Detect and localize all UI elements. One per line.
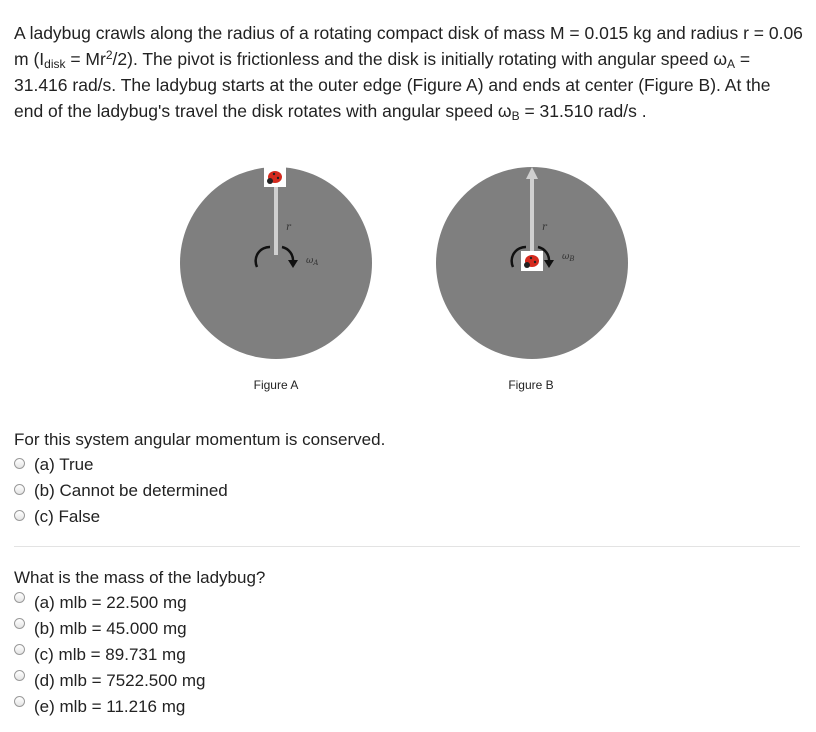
problem-text-2: = Mr xyxy=(65,49,106,69)
q1-option-b[interactable] xyxy=(14,478,385,504)
q2-option-a[interactable] xyxy=(14,590,265,616)
figure-b-diagram xyxy=(434,165,630,361)
subscript-a: A xyxy=(727,57,736,71)
q2-radio-c[interactable] xyxy=(14,644,25,655)
q1-option-c-label: (c) False xyxy=(34,507,101,526)
problem-text-4: = 31.416 rad/s. The ladybug starts at the outer edge (Figure A) and ends at center (Figure B). At the end of the ladybug's travel the disk rotates with angular speed ω xyxy=(14,49,771,121)
q2-option-c-label: (c) mlb = 89.731 mg xyxy=(34,645,186,664)
q2-option-a-label: (a) mlb = 22.500 mg xyxy=(34,593,187,612)
question-2 xyxy=(14,566,265,720)
q1-radio-b[interactable] xyxy=(14,484,25,495)
q2-option-d-label: (d) mlb = 7522.500 mg xyxy=(34,671,206,690)
q2-option-e[interactable] xyxy=(14,694,265,720)
problem-statement xyxy=(14,20,804,124)
problem-text-1: A ladybug crawls along the radius of a rotating compact disk of mass M = 0.015 kg and radius r = 0.06 m (I xyxy=(14,23,803,69)
question-1-text: For this system angular momentum is conserved. xyxy=(14,430,386,449)
q1-option-a[interactable] xyxy=(14,452,385,478)
question-2-text: What is the mass of the ladybug? xyxy=(14,568,266,587)
radius-label: r xyxy=(286,222,291,233)
omega-b-label: $\omega_B$ xyxy=(562,252,575,263)
q1-radio-c[interactable] xyxy=(14,510,25,521)
q2-radio-b[interactable] xyxy=(14,618,25,629)
subscript-disk: disk xyxy=(44,57,66,71)
q2-option-b[interactable] xyxy=(14,616,265,642)
problem-text-3: /2). The pivot is frictionless and the disk is initially rotating with angular speed ω xyxy=(112,49,728,69)
q2-radio-a[interactable] xyxy=(14,592,25,603)
q2-option-e-label: (e) mlb = 11.216 mg xyxy=(34,697,186,716)
q2-radio-e[interactable] xyxy=(14,696,25,707)
figure-a-caption: Figure A xyxy=(253,378,299,392)
q2-radio-d[interactable] xyxy=(14,670,25,681)
q2-option-b-label: (b) mlb = 45.000 mg xyxy=(34,619,187,638)
q1-option-a-label: (a) True xyxy=(34,455,94,474)
superscript-2: 2 xyxy=(105,48,113,62)
q2-option-c[interactable] xyxy=(14,642,265,668)
figure-b xyxy=(434,165,630,366)
problem-text-5: = 31.510 rad/s . xyxy=(519,101,647,121)
q1-radio-a[interactable] xyxy=(14,458,25,469)
q1-option-c[interactable] xyxy=(14,504,385,530)
subscript-b: B xyxy=(511,109,520,123)
q2-option-d[interactable] xyxy=(14,668,265,694)
figure-a xyxy=(178,165,374,366)
figure-a-diagram xyxy=(178,165,374,361)
question-1 xyxy=(14,428,385,530)
radius-label: r xyxy=(542,222,547,233)
divider xyxy=(14,546,800,547)
q1-option-b-label: (b) Cannot be determined xyxy=(34,481,228,500)
figure-b-caption: Figure B xyxy=(508,378,554,392)
omega-a-label: $\omega_A$ xyxy=(306,256,319,267)
